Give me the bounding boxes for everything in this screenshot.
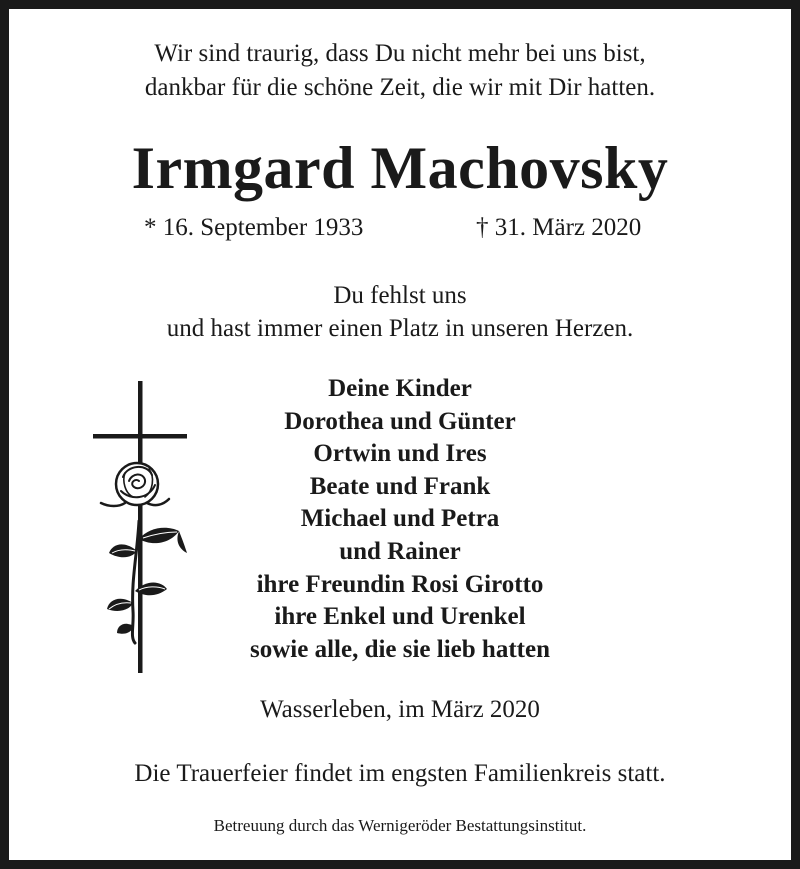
- mourner-line: ihre Freundin Rosi Girotto: [256, 570, 544, 598]
- mourner-line: Deine Kinder: [328, 375, 472, 402]
- mourner-line: Ortwin und Ires: [313, 440, 487, 468]
- motto-line-2: dankbar für die schöne Zeit, die wir mit Dir hatten.: [144, 74, 656, 101]
- undertaker-credit: Betreuung durch das Wernigeröder Bestattungsinstitut.: [213, 816, 587, 835]
- mourner-line: ihre Enkel und Urenkel: [274, 603, 526, 631]
- birth-date: * 16. September 1933: [144, 214, 364, 241]
- verse-line-1: Du fehlst uns: [333, 282, 467, 309]
- deceased-name: Irmgard Machovsky: [131, 135, 669, 201]
- life-dates: [9, 211, 791, 245]
- verse-line-2: und hast immer einen Platz in unseren Herzen.: [166, 315, 634, 342]
- mourner-line: sowie alle, die sie lieb hatten: [250, 635, 550, 663]
- mourner-line: Michael und Petra: [300, 505, 500, 533]
- memorial-verse: [9, 279, 791, 345]
- mourners-list: [9, 373, 791, 666]
- opening-motto: [9, 37, 791, 105]
- mourner-line: Dorothea und Günter: [284, 407, 516, 435]
- mourner-line: Beate und Frank: [309, 472, 491, 500]
- funeral-note: Die Trauerfeier findet im engsten Familienkreis statt.: [134, 760, 666, 787]
- place-and-date: Wasserleben, im März 2020: [260, 696, 540, 723]
- death-date: † 31. März 2020: [476, 214, 642, 241]
- motto-line-1: Wir sind traurig, dass Du nicht mehr bei uns bist,: [154, 40, 646, 67]
- mourner-line: und Rainer: [339, 537, 461, 565]
